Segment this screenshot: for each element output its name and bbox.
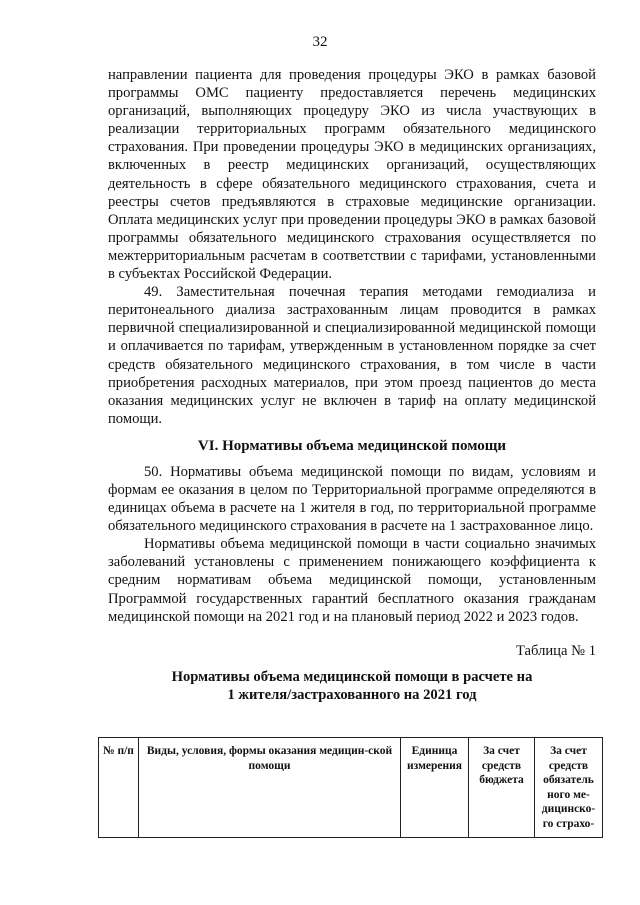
paragraph-social-diseases: Нормативы объема медицинской помощи в части социально значимых заболеваний установлены с применением понижающего коэффициента к средним нормативам объема медицинской помощи, установленным Программой государственных гарантий бесплатного оказания гражданам медицинской помощи на 2021 год и на плановый период 2022 и 2023 годов. bbox=[108, 536, 596, 625]
header-care-types: Виды, условия, формы оказания медицин-ской помощи bbox=[139, 738, 401, 838]
paragraph-49-dialysis: 49. Заместительная почечная терапия методами гемодиализа и перитонеального диализа застрахованным лицам проводится в рамках первичной специализированной и специализированной медицинской помощи и оплачивается по тарифам, утвержденным в установленном порядке за счет средств обязательного медицинского страхования, в том числе в части приобретения расходных материалов, при этом проезд пациентов до места оказания медицинских услуг не включен в тариф на оплату медицинской помощи. bbox=[108, 284, 596, 427]
page-number: 32 bbox=[312, 34, 328, 50]
header-budget: За счет средств бюджета bbox=[469, 738, 535, 838]
table-label: Таблица № 1 bbox=[516, 642, 596, 659]
header-number: № п/п bbox=[99, 738, 139, 838]
table-title-line-2: 1 жителя/застрахованного на 2021 год bbox=[227, 686, 477, 703]
paragraph-eco-payment: направлении пациента для проведения процедуры ЭКО в рамках базовой программы ОМС пациенту предоставляется перечень медицинских организаций, выполняющих процедуру ЭКО из числа участвующих в реализации территориальных программ обязательного медицинского страхования. При проведении процедуры ЭКО в медицинских организациях, включенных в реестр медицинских организаций, осуществляющих деятельность в сфере обязательного медицинского страхования, счета и реестры счетов предъявляются в страховые медицинские организации. Оплата медицинских услуг при проведении процедуры ЭКО в рамках базовой программы обязательного медицинского страхования осуществляется по межтерриториальным расчетам в соответствии с тарифами, установленными в субъектах Российской Федерации. bbox=[108, 67, 596, 283]
header-oms: За счет средств обязатель ного ме-дицинско-го страхо- bbox=[535, 738, 603, 838]
table-header-row bbox=[99, 738, 603, 838]
table-title bbox=[108, 668, 596, 704]
header-unit: Единица измерения bbox=[401, 738, 469, 838]
paragraph-50-norms: 50. Нормативы объема медицинской помощи по видам, условиям и формам ее оказания в целом по Территориальной программе определяются в единицах объема в расчете на 1 жителя в год, по территориальной программе обязательного медицинского страхования в расчете на 1 застрахованное лицо. bbox=[108, 463, 596, 535]
table-title-line-1: Нормативы объема медицинской помощи в расчете на bbox=[171, 668, 533, 685]
norms-table bbox=[98, 737, 603, 838]
section-heading: VI. Нормативы объема медицинской помощи bbox=[197, 437, 507, 454]
document-body bbox=[108, 66, 596, 704]
